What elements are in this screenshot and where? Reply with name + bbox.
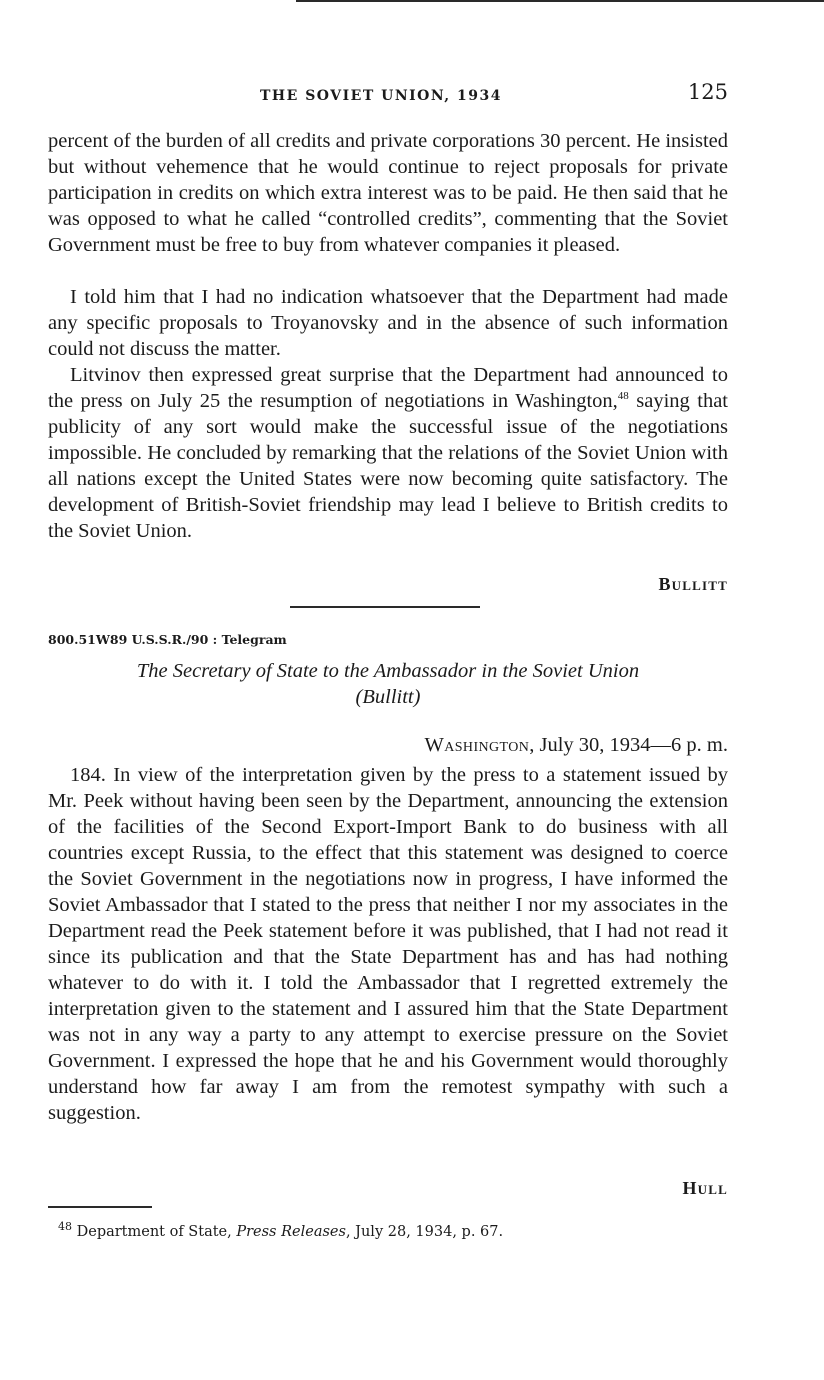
footnote-text-after: , July 28, 1934, p. 67. bbox=[345, 1224, 504, 1240]
telegram-body: 184. In view of the interpretation given by the press to a statement issued by Mr. Peek without having been seen by the Department, announcing the extension of the facilities of the Second Export-Import Bank to do business with all countries except Russia, to the effect that this statement was designed to coerce the Soviet Government in the negotiations now in progress, I have informed the Soviet Ambassador that I stated to the press that neither I nor my associates in the Department read the Peek statement before it was published, that I had not read it since its publication and that the State Department has and has had nothing whatever to do with it. I told the Ambassador that I regretted extremely the interpretation given to the statement and I assured him that the State Department was not in any way a party to any attempt to exercise pressure on the Soviet Government. I expressed the hope that he and his Government would thoroughly understand how far away I am from the remotest sympathy with such a suggestion. bbox=[48, 764, 728, 1124]
top-edge-rule bbox=[296, 0, 824, 2]
dateline bbox=[424, 734, 728, 757]
footnote-publication: Press Releases bbox=[236, 1224, 346, 1240]
document-title bbox=[48, 658, 728, 710]
running-head: THE SOVIET UNION, 1934 bbox=[260, 88, 502, 104]
paragraph-3-text-after: saying that publicity of any sort would make the successful issue of the negotiations impossible. He concluded by remarking that the relations of the Soviet Union with all nations except the United States were now becoming quite satisfactory. The development of British-Soviet friendship may lead I believe to British credits to the Soviet Union. bbox=[48, 390, 729, 542]
page-header bbox=[48, 80, 728, 114]
continuation-paragraph-3 bbox=[48, 362, 728, 544]
continuation-paragraph-2: I told him that I had no indication whatsoever that the Department had made any specific proposals to Troyanovsky and in the absence of such information could not discuss the matter. bbox=[48, 286, 728, 360]
document-title-line-1: The Secretary of State to the Ambassador in the Soviet Union bbox=[136, 660, 640, 682]
footnote-48 bbox=[58, 1220, 504, 1240]
dateline-date: , July 30, 1934—6 p. m. bbox=[529, 734, 728, 756]
footnote-reference-48[interactable]: 48 bbox=[617, 390, 629, 403]
section-divider bbox=[290, 606, 480, 608]
dateline-place: Washington bbox=[424, 734, 530, 756]
file-reference: 800.51W89 U.S.S.R./90 : Telegram bbox=[48, 632, 287, 647]
signature-hull: Hull bbox=[682, 1178, 728, 1198]
page-number: 125 bbox=[687, 80, 728, 104]
footnote-marker: 48 bbox=[58, 1220, 72, 1234]
paragraph-3-text-before: Litvinov then expressed great surprise that the Department had announced to the press on July 25 the resumption of negotiations in Washington, bbox=[48, 364, 728, 412]
footnote-text-before: Department of State, bbox=[72, 1224, 237, 1240]
continuation-paragraph-1: percent of the burden of all credits and private corporations 30 percent. He insisted but without vehemence that he would continue to reject proposals for private participation in credits on which extra interest was to be paid. He then said that he was opposed to what he called “controlled credits”, commenting that the Soviet Government must be free to buy from whatever companies it pleased. bbox=[48, 130, 728, 256]
footnote-rule bbox=[48, 1206, 152, 1208]
signature-bullitt: Bullitt bbox=[658, 574, 728, 594]
document-title-line-2: (Bullitt) bbox=[355, 686, 421, 708]
